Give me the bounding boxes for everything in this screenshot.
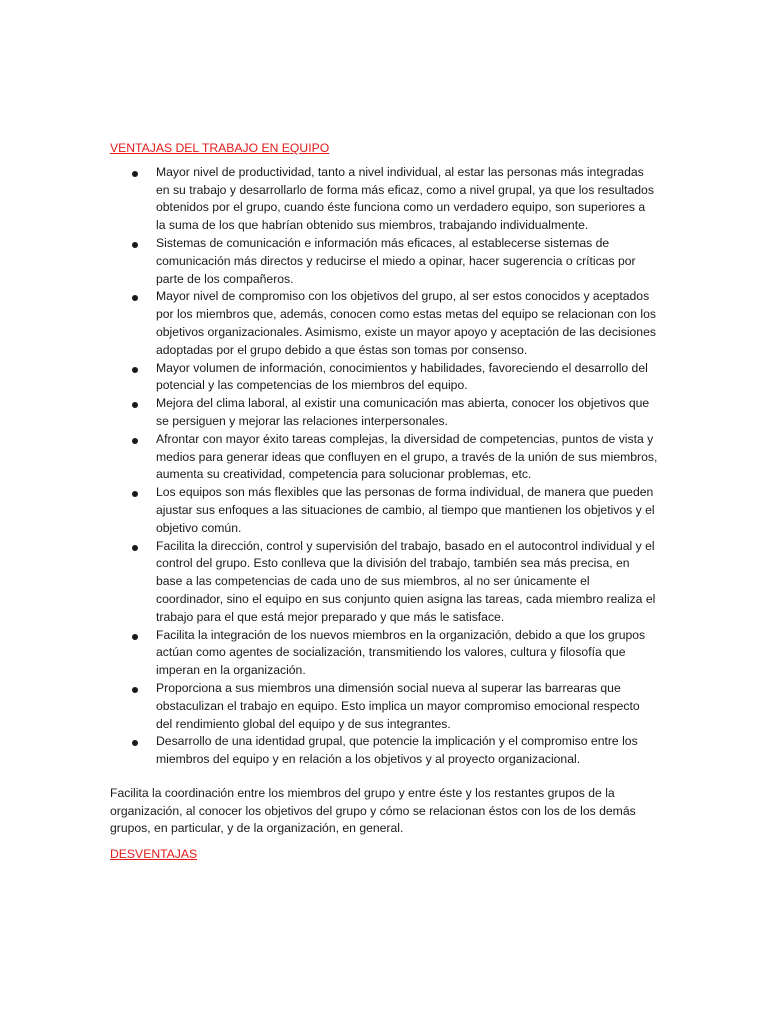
list-item: [110, 538, 658, 627]
ventajas-list: [110, 164, 658, 769]
heading-desventajas: DESVENTAJAS: [110, 847, 198, 862]
list-item-text: Desarrollo de una identidad grupal, que potencie la implicación y el compromiso entre los miembros del equipo y en relación a los objetivos y al proyecto organizacional.: [156, 734, 638, 767]
bullet-icon: [132, 171, 138, 177]
list-item: [110, 288, 658, 359]
list-item-text: Mejora del clima laboral, al existir una comunicación mas abierta, conocer los objetivos que se persiguen y mejorar las relaciones interpersonales.: [156, 396, 650, 428]
list-item: [110, 484, 658, 537]
list-item-text: Sistemas de comunicación e información más eficaces, al establecerse sistemas de comunicación más directos y reducirse el miedo a opinar, hacer sugerencia o críticas por parte de los compañeros.: [156, 235, 636, 286]
bullet-icon: [132, 367, 138, 373]
bullet-icon: [132, 295, 138, 301]
document-page: [110, 140, 658, 870]
list-item: [110, 235, 658, 288]
bullet-icon: [132, 687, 138, 693]
bullet-icon: [132, 438, 138, 444]
bullet-icon: [132, 740, 138, 746]
list-item: [110, 627, 658, 680]
list-item: [110, 680, 658, 733]
list-item-text: Afrontar con mayor éxito tareas complejas, la diversidad de competencias, puntos de vista y medios para generar ideas que confluyen en el grupo, a través de la unión de sus miembros, aumenta su creatividad, competencia para solucionar problemas, etc.: [156, 431, 658, 482]
coordination-paragraph: Facilita la coordinación entre los miembros del grupo y entre éste y los restantes grupos de la organización, al conocer los objetivos del grupo y cómo se relacionan éstos con los de los demás grupos, en particular, y de la organización, en general.: [110, 785, 636, 836]
list-item: [110, 431, 658, 484]
list-item: [110, 164, 658, 235]
list-item: [110, 395, 658, 431]
list-item-text: Mayor volumen de información, conocimientos y habilidades, favoreciendo el desarrollo del potencial y las competencias de los miembros del equipo.: [156, 360, 648, 393]
bullet-icon: [132, 242, 138, 248]
bullet-icon: [132, 491, 138, 497]
list-item: [110, 733, 658, 769]
list-item-text: Mayor nivel de compromiso con los objetivos del grupo, al ser estos conocidos y aceptados por los miembros que, además, conocen como estas metas del equipo se relacionan con los objetivos organizacionales. Asimismo, existe un mayor apoyo y aceptación de las decisiones adoptadas por el grupo debido a que éstas son tomas por consenso.: [156, 289, 656, 357]
heading-ventajas: VENTAJAS DEL TRABAJO EN EQUIPO: [110, 141, 330, 155]
bullet-icon: [132, 634, 138, 640]
list-item-text: Los equipos son más flexibles que las personas de forma individual, de manera que pueden ajustar sus enfoques a las situaciones de cambio, al tiempo que mantienen los objetivos y el objetivo común.: [156, 485, 655, 535]
list-item-text: Facilita la dirección, control y supervisión del trabajo, basado en el autocontrol individual y el control del grupo. Esto conlleva que la división del trabajo, también sea más precisa, en base a las competencias de cada uno de sus miembros, al no ser únicamente el coordinador, sino el equipo en sus conjunto quien asigna las tareas, cada miembro realiza el trabajo para el que está mejor preparado y que más le satisface.: [156, 538, 656, 624]
list-item-text: Facilita la integración de los nuevos miembros en la organización, debido a que los grupos actúan como agentes de socialización, transmitiendo los valores, cultura y filosofía que imperan en la organización.: [156, 627, 646, 678]
list-item-text: Mayor nivel de productividad, tanto a nivel individual, al estar las personas más integradas en su trabajo y desarrollarlo de forma más eficaz, como a nivel grupal, ya que los resultados obtenidos por el grupo, cuando éste funciona como un verdadero equipo, son superiores a la suma de los que habrían obtenido sus miembros, trabajando individualmente.: [156, 164, 654, 233]
bullet-icon: [132, 545, 138, 551]
list-item-text: Proporciona a sus miembros una dimensión social nueva al superar las barrearas que obstaculizan el trabajo en equipo. Esto implica un mayor compromiso emocional respecto del rendimiento global del equipo y de sus integrantes.: [156, 680, 640, 731]
bullet-icon: [132, 402, 138, 408]
list-item: [110, 360, 658, 396]
